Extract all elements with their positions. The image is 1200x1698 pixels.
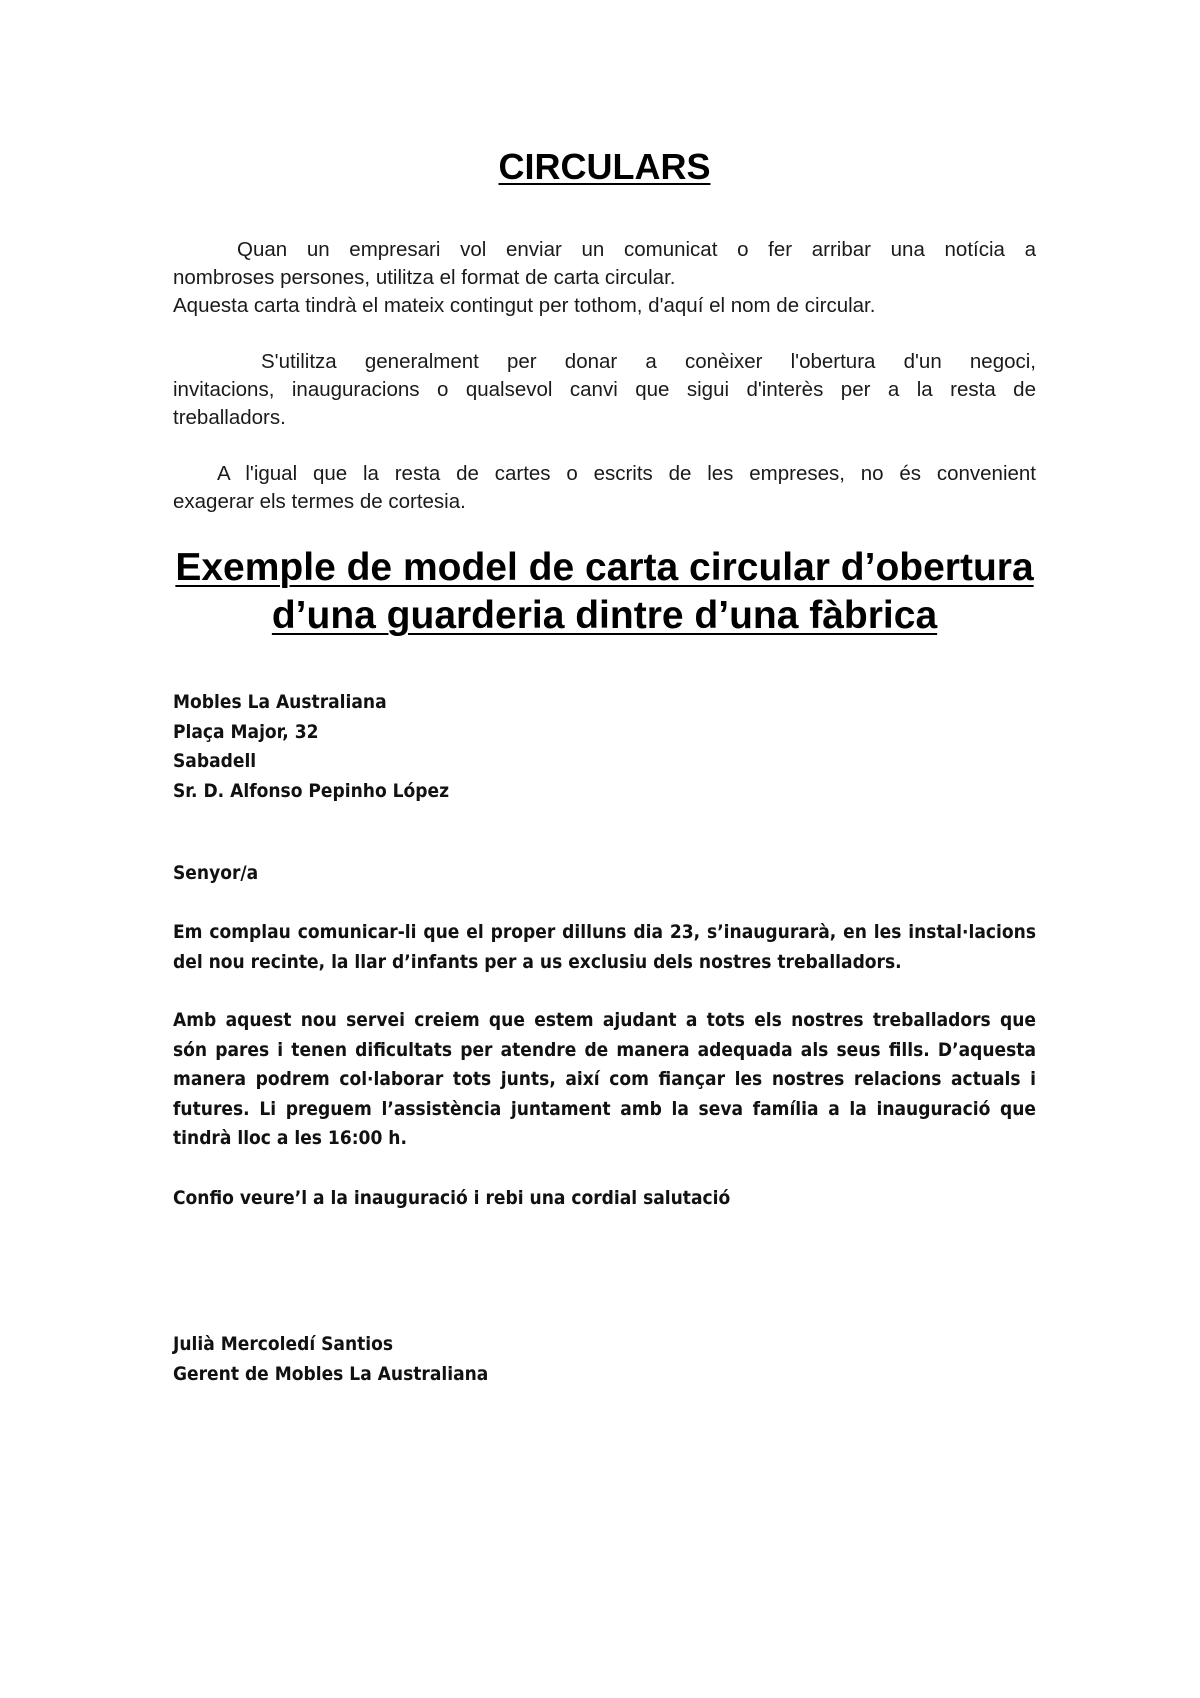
body-line: Amb aquest nou servei creiem que estem ajudant a tots els nostres treballadors que bbox=[173, 1009, 1036, 1031]
intro-line: S'utilitza generalment per donar a conèixer l'obertura d'un negoci, bbox=[261, 350, 1036, 373]
subtitle-line: Exemple de model de carta circular d’obertura bbox=[175, 546, 1034, 589]
intro-paragraph-1 bbox=[173, 236, 1036, 320]
example-subtitle bbox=[173, 544, 1036, 640]
letter-signature bbox=[173, 1330, 1036, 1389]
body-line: del nou recinte, la llar d’infants per a us exclusiu dels nostres treballadors. bbox=[173, 950, 902, 973]
address-line: Sr. D. Alfonso Pepinho López bbox=[173, 779, 450, 802]
body-line: futures. Li preguem l’assistència juntament amb la seva família a la inauguració que bbox=[173, 1097, 1036, 1120]
address-line: Sabadell bbox=[173, 750, 257, 772]
signature-role: Gerent de Mobles La Australiana bbox=[173, 1362, 489, 1385]
address-line: Mobles La Australiana bbox=[173, 691, 387, 713]
salutation-text: Senyor/a bbox=[173, 862, 259, 884]
letter-body-paragraph-2 bbox=[173, 1006, 1036, 1154]
intro-paragraph-2 bbox=[173, 348, 1036, 432]
letter-body-paragraph-1 bbox=[173, 918, 1036, 977]
intro-line: exagerar els termes de cortesia. bbox=[173, 490, 466, 513]
subtitle-line: d’una guarderia dintre d’una fàbrica bbox=[271, 594, 938, 637]
intro-line: nombroses persones, utilitza el format de carta circular. bbox=[173, 266, 676, 289]
letter-address-block bbox=[173, 688, 1036, 806]
body-line: manera podrem col·laborar tots junts, així com fiançar les nostres relacions actuals i bbox=[173, 1068, 1036, 1090]
intro-line: Aquesta carta tindrà el mateix contingut per tothom, d'aquí el nom de circular. bbox=[173, 294, 876, 317]
intro-line: treballadors. bbox=[173, 406, 286, 429]
intro-line: invitacions, inauguracions o qualsevol canvi que sigui d'interès per a la resta de bbox=[173, 378, 1036, 401]
intro-paragraph-3 bbox=[173, 460, 1036, 516]
letter-salutation bbox=[173, 859, 1036, 889]
body-line: són pares i tenen dificultats per atendre de manera adequada als seus fills. D’aquesta bbox=[173, 1038, 1036, 1061]
signature-name: Julià Mercoledí Santios bbox=[173, 1333, 394, 1355]
page-title: CIRCULARS bbox=[498, 146, 711, 187]
intro-line: Quan un empresari vol enviar un comunicat o fer arribar una notícia a bbox=[237, 238, 1036, 261]
intro-line: A l'igual que la resta de cartes o escrits de les empreses, no és convenient bbox=[217, 462, 1036, 485]
address-line: Plaça Major, 32 bbox=[173, 720, 319, 743]
letter-closing bbox=[173, 1184, 1036, 1214]
body-line: Em complau comunicar-li que el proper dilluns dia 23, s’inaugurarà, en les instal·lacions bbox=[173, 921, 1036, 943]
body-line: tindrà lloc a les 16:00 h. bbox=[173, 1127, 407, 1149]
closing-text: Confio veure’l a la inauguració i rebi una cordial salutació bbox=[173, 1187, 731, 1209]
